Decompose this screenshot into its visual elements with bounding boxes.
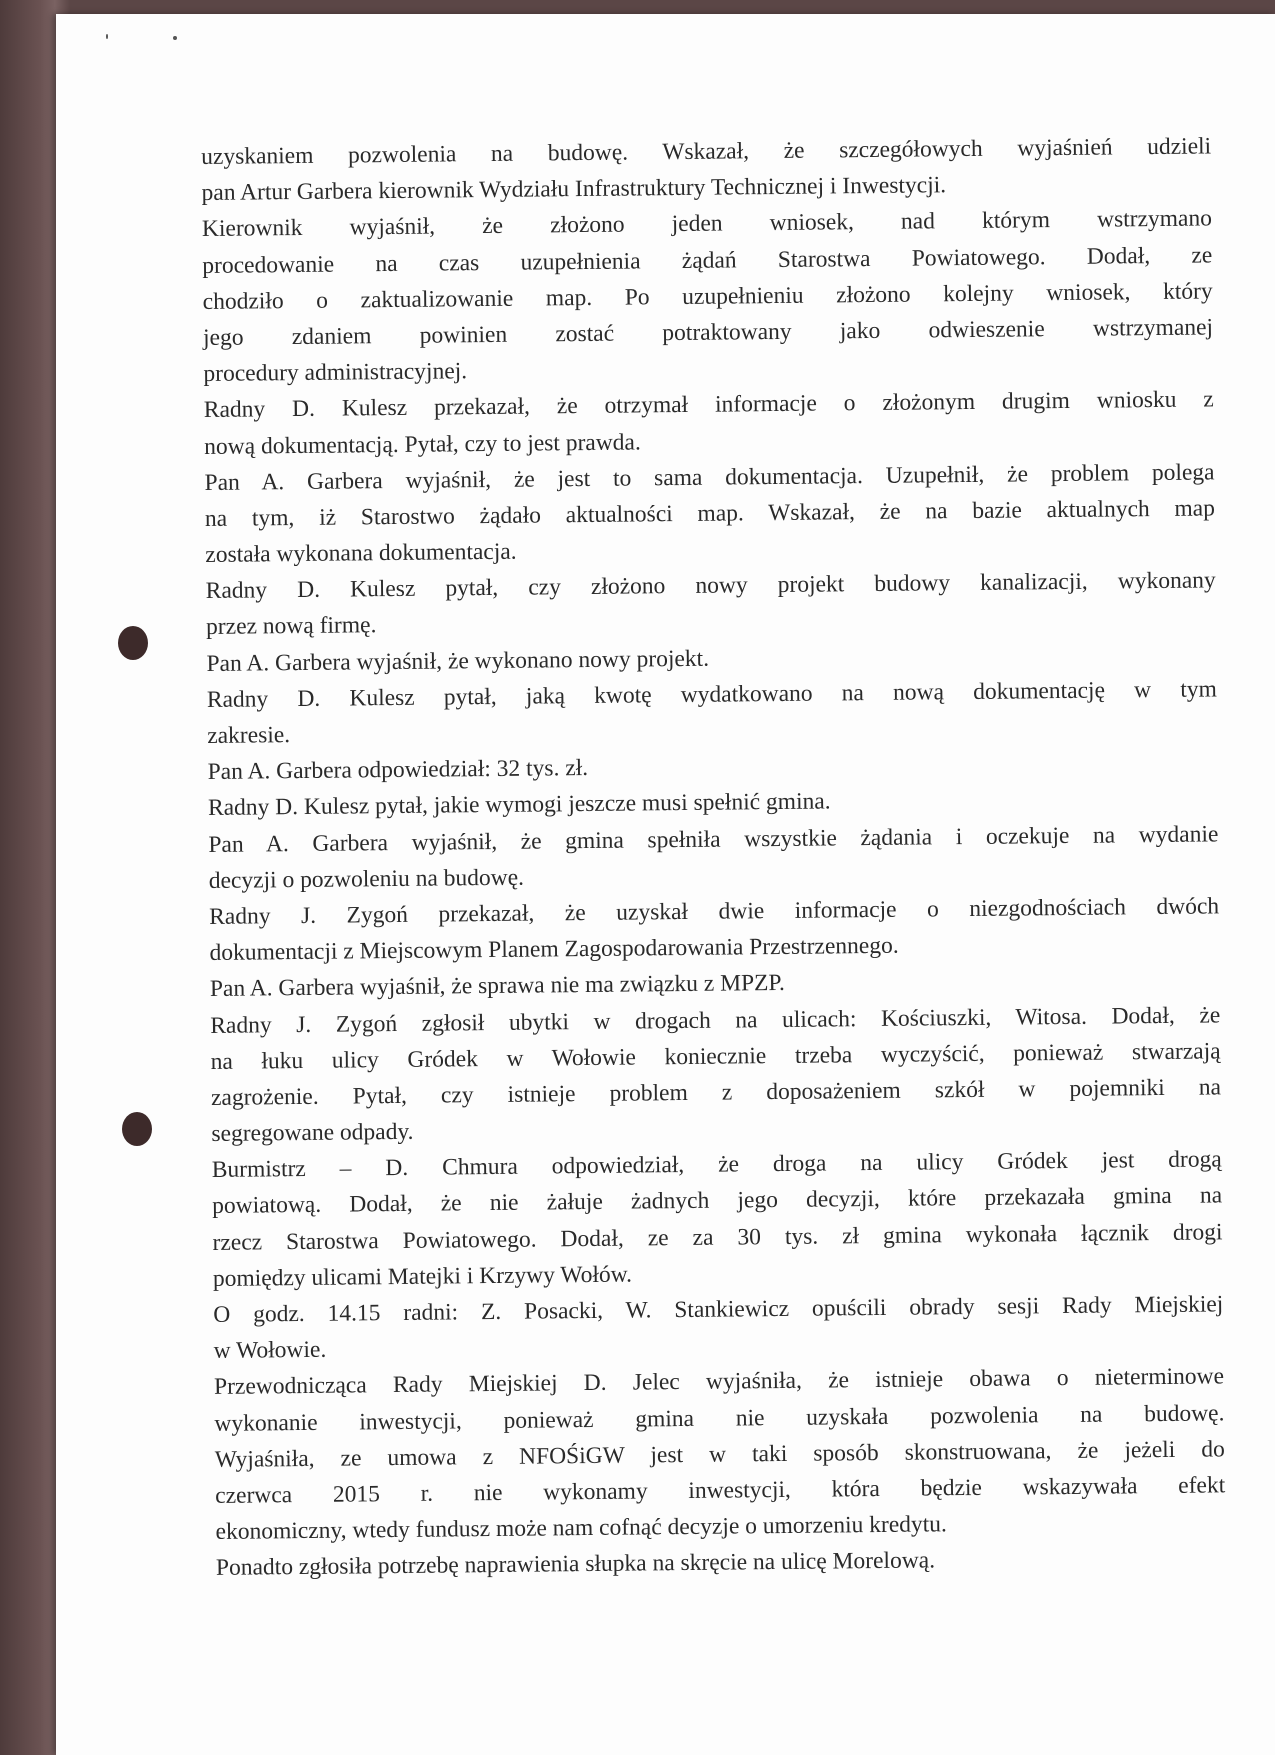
text-line: Radny D. Kulesz przekazał, że otrzymał informacje o złożonym drugim wniosku z [203, 386, 1214, 424]
text-line: Pan A. Garbera wyjaśnił, że gmina spełniła wszystkie żądania i oczekuje na wydanie [208, 820, 1219, 858]
text-line: w Wołowie. [213, 1336, 327, 1365]
text-line: Wyjaśniła, ze umowa z NFOŚiGW jest w taki sposób skonstruowana, że jeżeli do [214, 1436, 1225, 1473]
text-line: Kierownik wyjaśnił, że złożono jeden wniosek, nad którym wstrzymano [201, 205, 1213, 243]
text-line: Ponadto zgłosiła potrzebę naprawienia słupka na skręcie na ulicę Morelową. [215, 1547, 936, 1582]
scan-speck [173, 36, 177, 40]
text-line: chodziło o zaktualizowanie map. Po uzupełnieniu złożono kolejny wniosek, który [202, 278, 1213, 315]
text-line: decyzji o pozwoleniu na budowę. [208, 864, 525, 894]
text-line: przez nową firmę. [205, 612, 377, 641]
text-line: Radny D. Kulesz pytał, jaką kwotę wydatkowano na nową dokumentację w tym [206, 676, 1217, 713]
text-line: Radny J. Zygoń przekazał, że uzyskał dwie informacje o niezgodnościach dwóch [209, 893, 1220, 930]
text-line: ekonomiczny, wtedy fundusz może nam cofnąć decyzje o umorzeniu kredytu. [215, 1511, 947, 1546]
text-line: Radny D. Kulesz pytał, czy złożono nowy projekt budowy kanalizacji, wykonany [205, 567, 1216, 605]
text-line: dokumentacji z Miejscowym Planem Zagospodarowania Przestrzennego. [209, 932, 899, 967]
text-line: Burmistrz – D. Chmura odpowiedział, że droga na ulicy Gródek jest drogą [211, 1146, 1222, 1184]
document-body-text [201, 128, 1226, 1586]
text-line: na łuku ulicy Gródek w Wołowie koniecznie trzeba wyczyścić, ponieważ stwarzają [210, 1038, 1221, 1075]
text-line: pan Artur Garbera kierownik Wydziału Infrastruktury Technicznej i Inwestycji. [201, 172, 947, 207]
text-line: Pan A. Garbera wyjaśnił, że wykonano nowy projekt. [206, 645, 710, 677]
document-page [56, 14, 1275, 1755]
text-line: powiatową. Dodał, że nie żałuje żadnych jego decyzji, które przekazała gmina na [212, 1182, 1223, 1220]
text-line: O godz. 14.15 radni: Z. Posacki, W. Stankiewicz opuścili obrady sesji Rady Miejskiej [213, 1291, 1224, 1328]
text-line: wykonanie inwestycji, ponieważ gmina nie uzyskała pozwolenia na budowę. [214, 1399, 1225, 1437]
text-line: Pan A. Garbera wyjaśnił, że sprawa nie ma związku z MPZP. [209, 970, 785, 1003]
text-line: na tym, iż Starostwo żądało aktualności map. Wskazał, że na bazie aktualnych map [204, 495, 1216, 532]
text-line: zagrożenie. Pytał, czy istnieje problem z doposażeniem szkół w pojemniki na [210, 1074, 1222, 1111]
text-line: jego zdaniem powinien zostać potraktowany jako odwieszenie wstrzymanej [202, 314, 1214, 351]
text-line: procedury administracyjnej. [203, 358, 468, 388]
punch-hole [118, 626, 148, 660]
text-line: zakresie. [207, 722, 291, 749]
text-line: została wykonana dokumentacja. [205, 538, 517, 569]
text-line: segregowane odpady. [211, 1118, 414, 1148]
punch-hole [122, 1112, 152, 1146]
text-line: Pan A. Garbera odpowiedział: 32 tys. zł. [207, 755, 589, 786]
text-line: czerwca 2015 r. nie wykonamy inwestycji, która będzie wskazywała efekt [215, 1472, 1226, 1509]
text-line: rzecz Starostwa Powiatowego. Dodał, ze za 30 tys. zł gmina wykonała łącznik drogi [212, 1218, 1223, 1256]
text-line: nową dokumentacją. Pytał, czy to jest prawda. [204, 428, 641, 460]
text-line: Radny J. Zygoń zgłosił ubytki w drogach na ulicach: Kościuszki, Witosa. Dodał, że [210, 1001, 1221, 1039]
text-line: Przewodnicząca Rady Miejskiej D. Jelec wyjaśniła, że istnieje obawa o nieterminowe [213, 1363, 1225, 1401]
scan-speck [106, 34, 108, 39]
text-line: pomiędzy ulicami Matejki i Krzywy Wołów. [212, 1261, 633, 1292]
text-line: uzyskaniem pozwolenia na budowę. Wskazał, że szczegółowych wyjaśnień udzieli [201, 133, 1212, 170]
text-line: procedowanie na czas uzupełnienia żądań Starostwa Powiatowego. Dodał, ze [202, 241, 1213, 279]
text-line: Pan A. Garbera wyjaśnił, że jest to sama dokumentacja. Uzupełnił, że problem polega [204, 459, 1215, 496]
text-line: Radny D. Kulesz pytał, jakie wymogi jeszcze musi spełnić gmina. [207, 788, 831, 822]
